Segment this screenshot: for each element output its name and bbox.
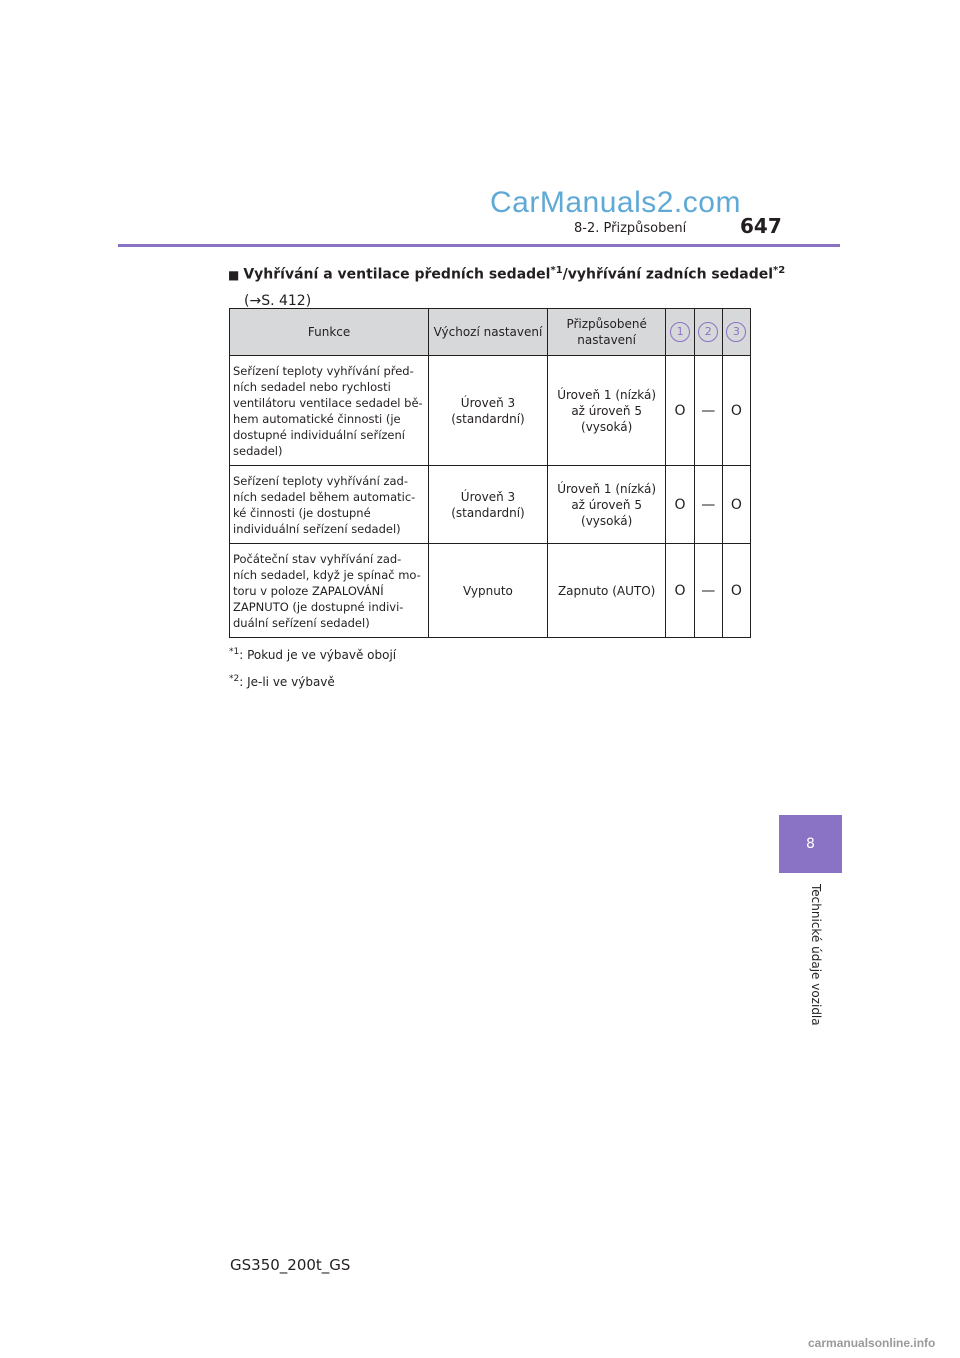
section-title: 8-2. Přizpůsobení: [574, 221, 687, 236]
header-method-1: [666, 309, 694, 356]
square-bullet-icon: ■: [228, 267, 240, 282]
footnote-ref-2: *2: [773, 265, 786, 276]
table-row: [230, 466, 751, 544]
footnote-ref-1: *1: [550, 265, 563, 276]
footnote-text-2: : Je-li ve výbavě: [239, 675, 335, 689]
cell-function: Seřízení teploty vyhřívání zad-ních sedadel během automatic-ké činnosti (je dostupné individuální seřízení sedadel): [230, 466, 429, 544]
cell-custom: Úroveň 1 (nízká) až úroveň 5 (vysoká): [547, 356, 666, 466]
watermark-logo-bottom: carmanualsonline.info: [808, 1336, 936, 1350]
circled-number-2-icon: 2: [698, 322, 718, 342]
cell-method-1: O: [666, 544, 694, 638]
table-header-row: [230, 309, 751, 356]
header-method-2: [694, 309, 722, 356]
footnote-mark-2: *2: [229, 674, 240, 684]
table-row: [230, 356, 751, 466]
footnote-1: [229, 640, 396, 667]
header-method-3: [722, 309, 750, 356]
cell-default: Vypnuto: [429, 544, 548, 638]
section-heading: [228, 258, 785, 314]
header-function: Funkce: [230, 309, 429, 356]
cell-function: Seřízení teploty vyhřívání před-ních sedadel nebo rychlosti ventilátoru ventilace sedadel bě-hem automatické činnosti (je dostupné individuální seřízení sedadel): [230, 356, 429, 466]
cell-custom: Úroveň 1 (nízká) až úroveň 5 (vysoká): [547, 466, 666, 544]
heading-text-part2: /vyhřívání zadních sedadel: [562, 266, 774, 283]
cell-method-3: O: [722, 544, 750, 638]
circled-number-1-icon: 1: [670, 322, 690, 342]
footer-model-code: GS350_200t_GS: [230, 1256, 351, 1274]
cell-default: Úroveň 3 (standardní): [429, 466, 548, 544]
footnote-text-1: : Pokud je ve výbavě obojí: [239, 648, 397, 662]
cell-method-3: O: [722, 356, 750, 466]
heading-text-part1: Vyhřívání a ventilace předních sedadel: [243, 266, 551, 283]
cell-method-2: —: [694, 466, 722, 544]
cell-default: Úroveň 3 (standardní): [429, 356, 548, 466]
header-default: Výchozí nastavení: [429, 309, 548, 356]
cell-method-2: —: [694, 356, 722, 466]
settings-table: [229, 308, 751, 638]
page-reference-link[interactable]: (→S. 412): [244, 292, 312, 309]
cell-custom: Zapnuto (AUTO): [547, 544, 666, 638]
cell-method-1: O: [666, 356, 694, 466]
watermark-logo-top: CarManuals2.com: [490, 186, 741, 219]
chapter-tab[interactable]: 8: [779, 815, 842, 873]
cell-method-1: O: [666, 466, 694, 544]
circled-number-3-icon: 3: [726, 322, 746, 342]
page-number: 647: [740, 214, 782, 238]
header-custom: Přizpůsobené nastavení: [547, 309, 666, 356]
cell-method-2: —: [694, 544, 722, 638]
footnotes: [229, 640, 396, 694]
footnote-2: [229, 667, 396, 694]
cell-function: Počáteční stav vyhřívání zad-ních sedadel, když je spínač mo-toru v poloze ZAPALOVÁNÍ ZAPNUTO (je dostupné indivi-duální seřízení sedadel): [230, 544, 429, 638]
header-divider: [118, 244, 840, 247]
cell-method-3: O: [722, 466, 750, 544]
chapter-label: Technické údaje vozidla: [809, 884, 823, 1026]
footnote-mark-1: *1: [229, 647, 240, 657]
table-row: [230, 544, 751, 638]
